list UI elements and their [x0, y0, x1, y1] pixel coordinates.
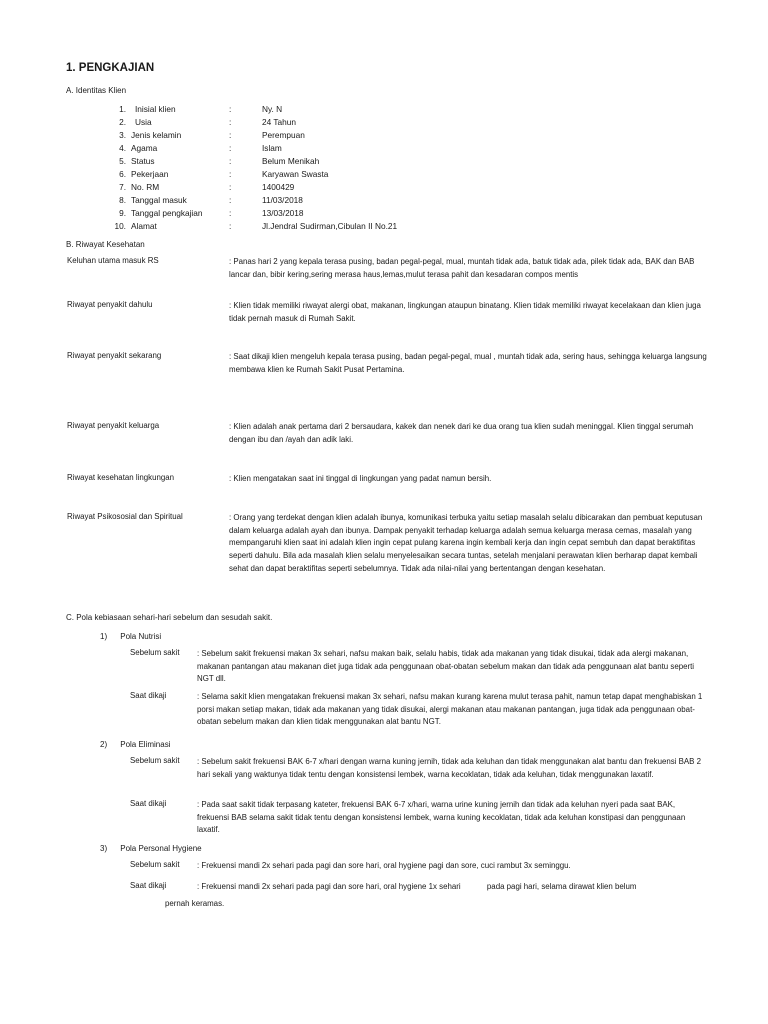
identity-label: Pekerjaan	[131, 169, 169, 179]
identity-value: Islam	[262, 143, 282, 153]
identity-colon: :	[229, 195, 232, 205]
identity-num: 1.	[119, 104, 126, 114]
identity-num: 7.	[119, 182, 126, 192]
document-title: 1. PENGKAJIAN	[66, 62, 155, 74]
identity-num: 10.	[114, 221, 126, 231]
identity-value: Jl.Jendral Sudirman,Cibulan II No.21	[262, 221, 398, 231]
identity-row	[0, 169, 768, 182]
identity-row	[0, 104, 768, 117]
identity-num: 8.	[119, 195, 126, 205]
pattern-text: : Frekuensi mandi 2x sehari pada pagi dan sore hari, oral hygiene pagi dan sore, cuci rambut 3x seminggu.	[197, 861, 571, 870]
identity-num: 9.	[119, 208, 126, 218]
history-text: : Saat dikaji klien mengeluh kepala terasa pusing, badan pegal-pegal, mual , muntah tidak ada, sering haus, sehingga keluarga langsung membawa klien ke Rumah Sakit Pusat Pertamina.	[229, 352, 707, 374]
section-c-heading: C. Pola kebiasaan sehari-hari sebelum dan sesudah sakit.	[66, 613, 273, 622]
identity-num: 3.	[119, 130, 126, 140]
identity-label: Agama	[131, 143, 158, 153]
identity-num: 5.	[119, 156, 126, 166]
identity-num: 6.	[119, 169, 126, 179]
subsection-title: Pola Eliminasi	[120, 740, 171, 749]
identity-label: Jenis kelamin	[131, 130, 182, 140]
identity-value: 13/03/2018	[262, 208, 304, 218]
history-label: Riwayat penyakit keluarga	[67, 421, 160, 430]
identity-value: 11/03/2018	[262, 195, 303, 205]
history-text: : Orang yang terdekat dengan klien adalah ibunya, komunikasi terbuka yaitu setiap masalah selalu dibicarakan dan pembuat keputusan dalam keluarga adalah ayah dan ibunya. Dampak penyakit terhadap keluarga adalah semua keluarga merasa cemas, masalah yang mempangaruhi klien saat ini adalah klien ingin cepat pulang karena ingin kembali kerja dan ingin cepat sembuh dan dapat beraktifitas seperti dahulu. Bila ada masalah klien selalu menyelesaikan secara tuntas, setelah menjalani perawatan klien berharap dapat kembali sehat dan dapat beraktifitas seperti sebelumnya. Tidak ada nilai-nilai yang bertentangan dengan kesehatan.	[229, 513, 703, 573]
pattern-text: : Frekuensi mandi 2x sehari pada pagi dan sore hari, oral hygiene 1x sehari pada pagi hari, selama dirawat klien belum	[197, 882, 637, 891]
history-label: Keluhan utama masuk RS	[67, 256, 159, 265]
pattern-text: : Selama sakit klien mengatakan frekuensi makan 3x sehari, nafsu makan kurang karena mulut terasa pahit, namun tetap dapat menghabiskan 1 porsi makan setiap makan, tidak ada makanan yang tidak disukai, alergi makanan atau makanan pantangan, juga tidak ada penggunaan obat-obatan sebelum makan dan klien tidak menggunakan alat bantu NGT.	[197, 692, 703, 727]
identity-row	[0, 221, 768, 234]
identity-colon: :	[229, 221, 232, 231]
identity-row	[0, 156, 768, 169]
identity-label: No. RM	[131, 182, 160, 192]
pattern-continuation: pernah keramas.	[165, 899, 225, 908]
history-label: Riwayat penyakit dahulu	[67, 300, 153, 309]
history-label: Riwayat kesehatan lingkungan	[67, 473, 175, 482]
pattern-label: Sebelum sakit	[130, 648, 180, 657]
identity-value: Ny. N	[262, 104, 283, 114]
identity-label: Tanggal masuk	[131, 195, 187, 205]
subsection-num: 2)	[100, 740, 108, 749]
section-a-heading: A. Identitas Klien	[66, 86, 127, 95]
identity-value: 24 Tahun	[262, 117, 296, 127]
identity-value: 1400429	[262, 182, 295, 192]
identity-num: 4.	[119, 143, 126, 153]
identity-label: Alamat	[131, 221, 157, 231]
identity-colon: :	[229, 169, 232, 179]
pattern-label: Saat dikaji	[130, 881, 167, 890]
identity-colon: :	[229, 117, 232, 127]
subsection-title: Pola Nutrisi	[120, 632, 162, 641]
identity-label: Usia	[135, 117, 152, 127]
pattern-label: Sebelum sakit	[130, 860, 180, 869]
section-b-heading: B. Riwayat Kesehatan	[66, 240, 145, 249]
identity-colon: :	[229, 143, 232, 153]
pattern-text: : Pada saat sakit tidak terpasang kateter, frekuensi BAK 6-7 x/hari, warna urine kuning jernih dan tidak ada keluhan nyeri pada saat BAK, frekuensi BAB selama sakit tidak tentu dengan konsistensi lembek, warna kuning kecoklatan, tidak ada keluhan konstipasi dan penggunaan laxatif.	[197, 800, 686, 835]
pattern-label: Sebelum sakit	[130, 756, 180, 765]
history-text: : Klien mengatakan saat ini tinggal di lingkungan yang padat namun bersih.	[229, 474, 492, 483]
identity-label: Tanggal pengkajian	[131, 208, 203, 218]
subsection-heading	[100, 844, 202, 853]
pattern-text: : Sebelum sakit frekuensi BAK 6-7 x/hari dengan warna kuning jernih, tidak ada keluhan dan tidak menggunakan alat bantu dan frekuensi BAB 2 hari sekali yang waktunya tidak tentu dengan konsistensi lembek, warna kecoklatan, tidak ada keluhan, tidak menggunakan laxatif.	[197, 757, 702, 779]
identity-row	[0, 195, 768, 208]
subsection-heading	[100, 632, 161, 641]
identity-value: Karyawan Swasta	[262, 169, 329, 179]
identity-label: Inisial klien	[135, 104, 176, 114]
identity-colon: :	[229, 208, 232, 218]
pattern-text: : Sebelum sakit frekuensi makan 3x sehari, nafsu makan baik, selalu habis, tidak ada makanan yang tidak disukai, tidak ada alergi makanan, makanan pantangan atau makanan diet juga tidak ada penggunaan obat-obatan sebelum makan dan tidak ada penggunaan alat bantu seperti NGT dll.	[197, 649, 695, 684]
identity-row	[0, 208, 768, 221]
history-text: : Panas hari 2 yang kepala terasa pusing, badan pegal-pegal, mual, muntah tidak ada, batuk tidak ada, pilek tidak ada, BAK dan BAB lancar dan, bibir kering,sering merasa haus,lemas,mulut terasa pahit dan kesadaran compos mentis	[229, 257, 695, 279]
pattern-label: Saat dikaji	[130, 691, 167, 700]
subsection-num: 1)	[100, 632, 108, 641]
identity-row	[0, 182, 768, 195]
history-label: Riwayat penyakit sekarang	[67, 351, 162, 360]
identity-label: Status	[131, 156, 155, 166]
identity-row	[0, 130, 768, 143]
pattern-label: Saat dikaji	[130, 799, 167, 808]
history-text: : Klien tidak memiliki riwayat alergi obat, makanan, lingkungan ataupun binatang. Klien tidak memiliki riwayat kecelakaan dan klien juga tidak pernah masuk di Rumah Sakit.	[229, 301, 701, 323]
subsection-num: 3)	[100, 844, 108, 853]
identity-colon: :	[229, 130, 232, 140]
subsection-heading	[100, 740, 170, 749]
identity-colon: :	[229, 182, 232, 192]
identity-value: Perempuan	[262, 130, 305, 140]
identity-num: 2.	[119, 117, 126, 127]
identity-row	[0, 143, 768, 156]
history-label: Riwayat Psikososial dan Spiritual	[67, 512, 183, 521]
identity-colon: :	[229, 156, 232, 166]
subsection-title: Pola Personal Hygiene	[120, 844, 202, 853]
history-text: : Klien adalah anak pertama dari 2 bersaudara, kakek dan nenek dari ke dua orang tua klien sudah meninggal. Klien tinggal serumah dengan ibu dan /ayah dan adik laki.	[229, 422, 694, 444]
identity-value: Belum Menikah	[262, 156, 320, 166]
identity-colon: :	[229, 104, 232, 114]
identity-row	[0, 117, 768, 130]
